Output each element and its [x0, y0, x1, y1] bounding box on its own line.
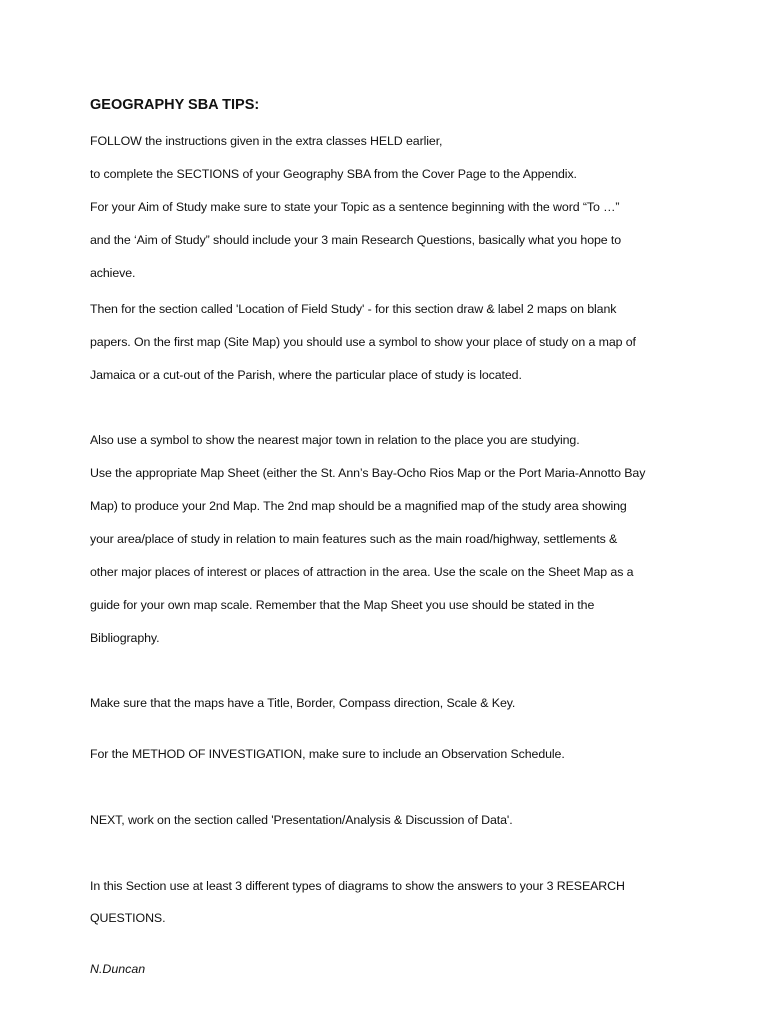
text-line: Then for the section called 'Location of Field Study' - for this section draw & label 2 maps on blank: [90, 302, 617, 316]
text-line: NEXT, work on the section called 'Presentation/Analysis & Discussion of Data'.: [90, 813, 513, 827]
document-title: GEOGRAPHY SBA TIPS:: [90, 97, 260, 113]
text-line: Map) to produce your 2nd Map. The 2nd map should be a magnified map of the study area showing: [90, 499, 627, 513]
text-line: to complete the SECTIONS of your Geography SBA from the Cover Page to the Appendix.: [90, 167, 577, 181]
text-line: other major places of interest or places of attraction in the area. Use the scale on the Sheet Map as a: [90, 565, 634, 579]
text-line: your area/place of study in relation to main features such as the main road/highway, settlements &: [90, 532, 618, 546]
text-line: achieve.: [90, 266, 136, 280]
text-line: Make sure that the maps have a Title, Border, Compass direction, Scale & Key.: [90, 696, 516, 710]
text-line: Also use a symbol to show the nearest major town in relation to the place you are studying.: [90, 433, 580, 447]
text-line: FOLLOW the instructions given in the extra classes HELD earlier,: [90, 134, 443, 148]
text-line: For your Aim of Study make sure to state your Topic as a sentence beginning with the word “To …”: [90, 200, 620, 214]
text-line: Use the appropriate Map Sheet (either the St. Ann’s Bay-Ocho Rios Map or the Port Maria-Annotto Bay: [90, 466, 646, 480]
text-line: Bibliography.: [90, 631, 160, 645]
text-line: Jamaica or a cut-out of the Parish, where the particular place of study is located.: [90, 368, 522, 382]
text-line: QUESTIONS.: [90, 911, 166, 925]
text-line: In this Section use at least 3 different types of diagrams to show the answers to your 3 RESEARCH: [90, 879, 625, 893]
text-line: and the ‘Aim of Study” should include your 3 main Research Questions, basically what you hope to: [90, 233, 622, 247]
text-line: papers. On the first map (Site Map) you should use a symbol to show your place of study on a map of: [90, 335, 636, 349]
text-line: For the METHOD OF INVESTIGATION, make sure to include an Observation Schedule.: [90, 747, 565, 761]
text-line: guide for your own map scale. Remember that the Map Sheet you use should be stated in the: [90, 598, 595, 612]
author-signature: N.Duncan: [90, 962, 146, 976]
